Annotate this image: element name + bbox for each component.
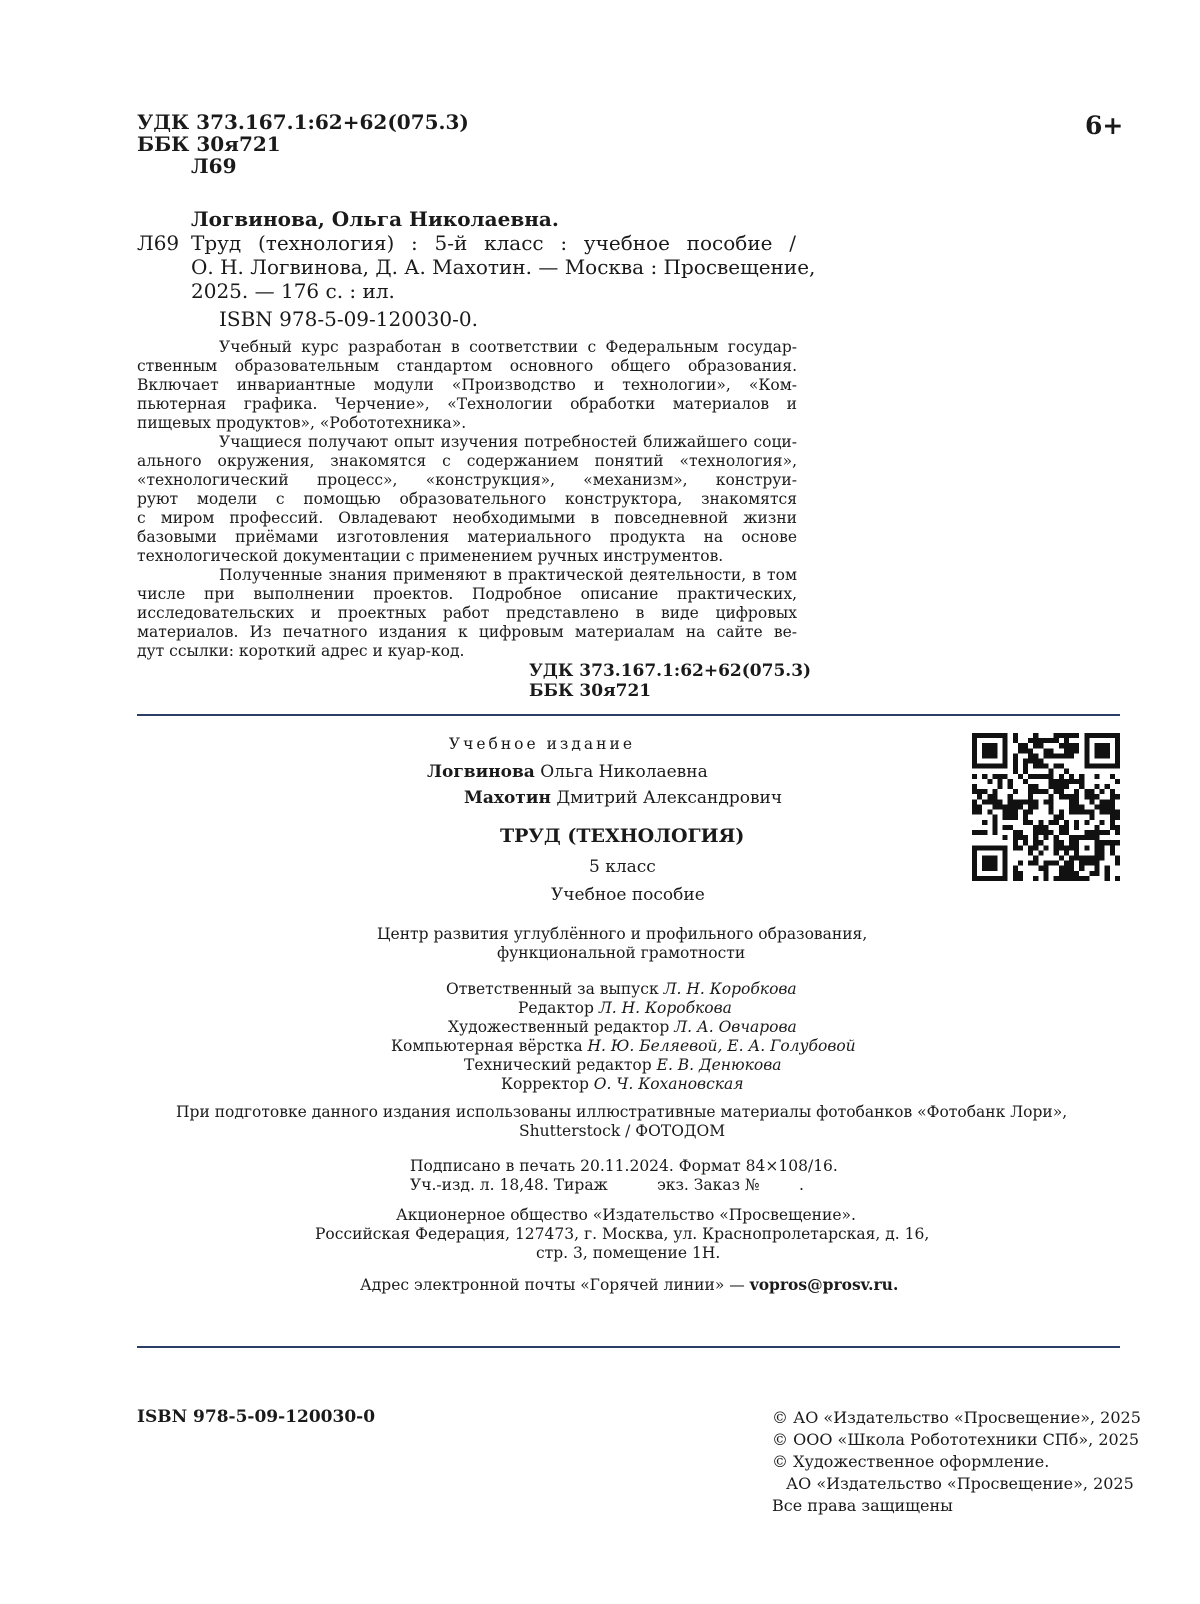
abstract-line: ального окружения, знакомятся с содержанием понятий «технология», [137,452,797,470]
credit-name: Л. Н. Коробкова [663,980,797,998]
abstract-udk: УДК 373.167.1:62+62(075.3) [529,661,812,681]
print-line1: Подписано в печать 20.11.2024. Формат 84×108/16. [410,1157,838,1175]
abstract-line: Учащиеся получают опыт изучения потребностей ближайшего соци- [219,433,797,451]
credit-row [464,1056,782,1075]
bib-code: Л69 [137,231,180,255]
credit-name: Л. А. Овчарова [674,1018,797,1036]
book-title: ТРУД (ТЕХНОЛОГИЯ) [500,825,745,847]
bib-year-line: 2025. — 176 с. : ил. [191,279,395,303]
abstract-line: Учебный курс разработан в соответствии с Федеральным государ- [219,338,797,356]
abstract-line: руют модели с помощью образовательного конструктора, знакомятся [137,490,797,508]
bib-title-line: Труд (технология) : 5-й класс : учебное пособие / [191,231,796,255]
author2-surname: Махотин [464,788,551,808]
abstract-line: ственным образовательным стандартом основного общего образования. [137,357,797,375]
abstract-line: с миром профессий. Овладевают необходимыми в повседневной жизни [137,509,797,527]
footer-isbn: ISBN 978-5-09-120030-0 [137,1407,376,1427]
credit-row [446,980,797,999]
credit-role: Компьютерная вёрстка [391,1037,588,1055]
age-rating: 6+ [1085,111,1124,140]
hotline-email: vopros@prosv.ru. [749,1275,899,1294]
bib-authors-line: О. Н. Логвинова, Д. А. Махотин. — Москва : Просвещение, [191,255,816,279]
abstract-line: дут ссылки: короткий адрес и куар-код. [137,642,465,660]
rights-reserved: Все права защищены [772,1496,953,1515]
bib-isbn: ISBN 978-5-09-120030-0. [219,307,478,331]
publisher-line2: Российская Федерация, 127473, г. Москва, ул. Краснопролетарская, д. 16, [315,1225,930,1243]
credit-role: Ответственный за выпуск [446,980,664,998]
author2 [464,789,782,808]
abstract-line: пьютерная графика. Черчение», «Технологии обработки материалов и [137,395,797,413]
author-code: Л69 [191,154,237,178]
copyright-3: © Художественное оформление. [772,1452,1050,1471]
abstract-line: исследовательских и проектных работ представлено в виде цифровых [137,604,797,622]
author1-names: Ольга Николаевна [540,762,708,782]
author1 [427,763,708,782]
bbk-code: ББК 30я721 [137,132,281,156]
abstract-line: базовыми приёмами изготовления материального продукта на основе [137,528,797,546]
credit-role: Редактор [518,999,599,1017]
credit-role: Художественный редактор [448,1018,675,1036]
book-kind: Учебное пособие [551,885,705,905]
author-heading: Логвинова, Ольга Николаевна. [191,207,559,231]
abstract-line: Полученные знания применяют в практической деятельности, в том [219,566,797,584]
divider-top [137,714,1120,716]
photo-credit-line2: Shutterstock / ФОТОДОМ [519,1122,726,1140]
abstract-bbk: ББК 30я721 [529,681,652,701]
udk-code: УДК 373.167.1:62+62(075.3) [137,110,469,134]
book-grade: 5 класс [589,857,656,877]
divider-bottom [137,1346,1120,1348]
author1-surname: Логвинова [427,762,535,782]
abstract-line: Включает инвариантные модули «Производство и технологии», «Ком- [137,376,797,394]
author2-names: Дмитрий Александрович [556,788,783,808]
print-line2: Уч.-изд. л. 18,48. Тираж экз. Заказ № . [410,1176,804,1194]
abstract [137,338,797,661]
publisher-line1: Акционерное общество «Издательство «Просвещение». [396,1206,856,1224]
credit-row [501,1075,744,1094]
abstract-line: «технологический процесс», «конструкция», «механизм», конструи- [137,471,797,489]
credit-name: Е. В. Денюкова [656,1056,782,1074]
credit-name: Л. Н. Коробкова [598,999,732,1017]
hotline [360,1275,898,1295]
copyright-3b: АО «Издательство «Просвещение», 2025 [786,1474,1134,1493]
hotline-label: Адрес электронной почты «Горячей линии» — [360,1276,745,1294]
credit-role: Корректор [501,1075,594,1093]
abstract-line: материалов. Из печатного издания к цифровым материалам на сайте ве- [137,623,797,641]
abstract-line: числе при выполнении проектов. Подробное описание практических, [137,585,797,603]
credit-name: О. Ч. Кохановская [593,1075,744,1093]
credit-row [518,999,732,1018]
credit-row [448,1018,797,1037]
credit-role: Технический редактор [464,1056,657,1074]
center-line2: функциональной грамотности [497,944,746,962]
abstract-line: технологической документации с применением ручных инструментов. [137,547,724,565]
abstract-line: пищевых продуктов», «Робототехника». [137,414,467,432]
publisher-line3: стр. 3, помещение 1Н. [536,1244,721,1262]
qr-code [972,733,1120,881]
photo-credit-line1: При подготовке данного издания использованы иллюстративные материалы фотобанков «Фотобанк Лори», [176,1103,1068,1121]
center-line1: Центр развития углублённого и профильного образования, [377,925,868,943]
copyright-1: © АО «Издательство «Просвещение», 2025 [772,1408,1141,1427]
credit-row [391,1037,856,1056]
credit-name: Н. Ю. Беляевой, Е. А. Голубовой [587,1037,856,1055]
edition-type: Учебное издание [448,735,635,753]
copyright-2: © ООО «Школа Робототехники СПб», 2025 [772,1430,1140,1449]
